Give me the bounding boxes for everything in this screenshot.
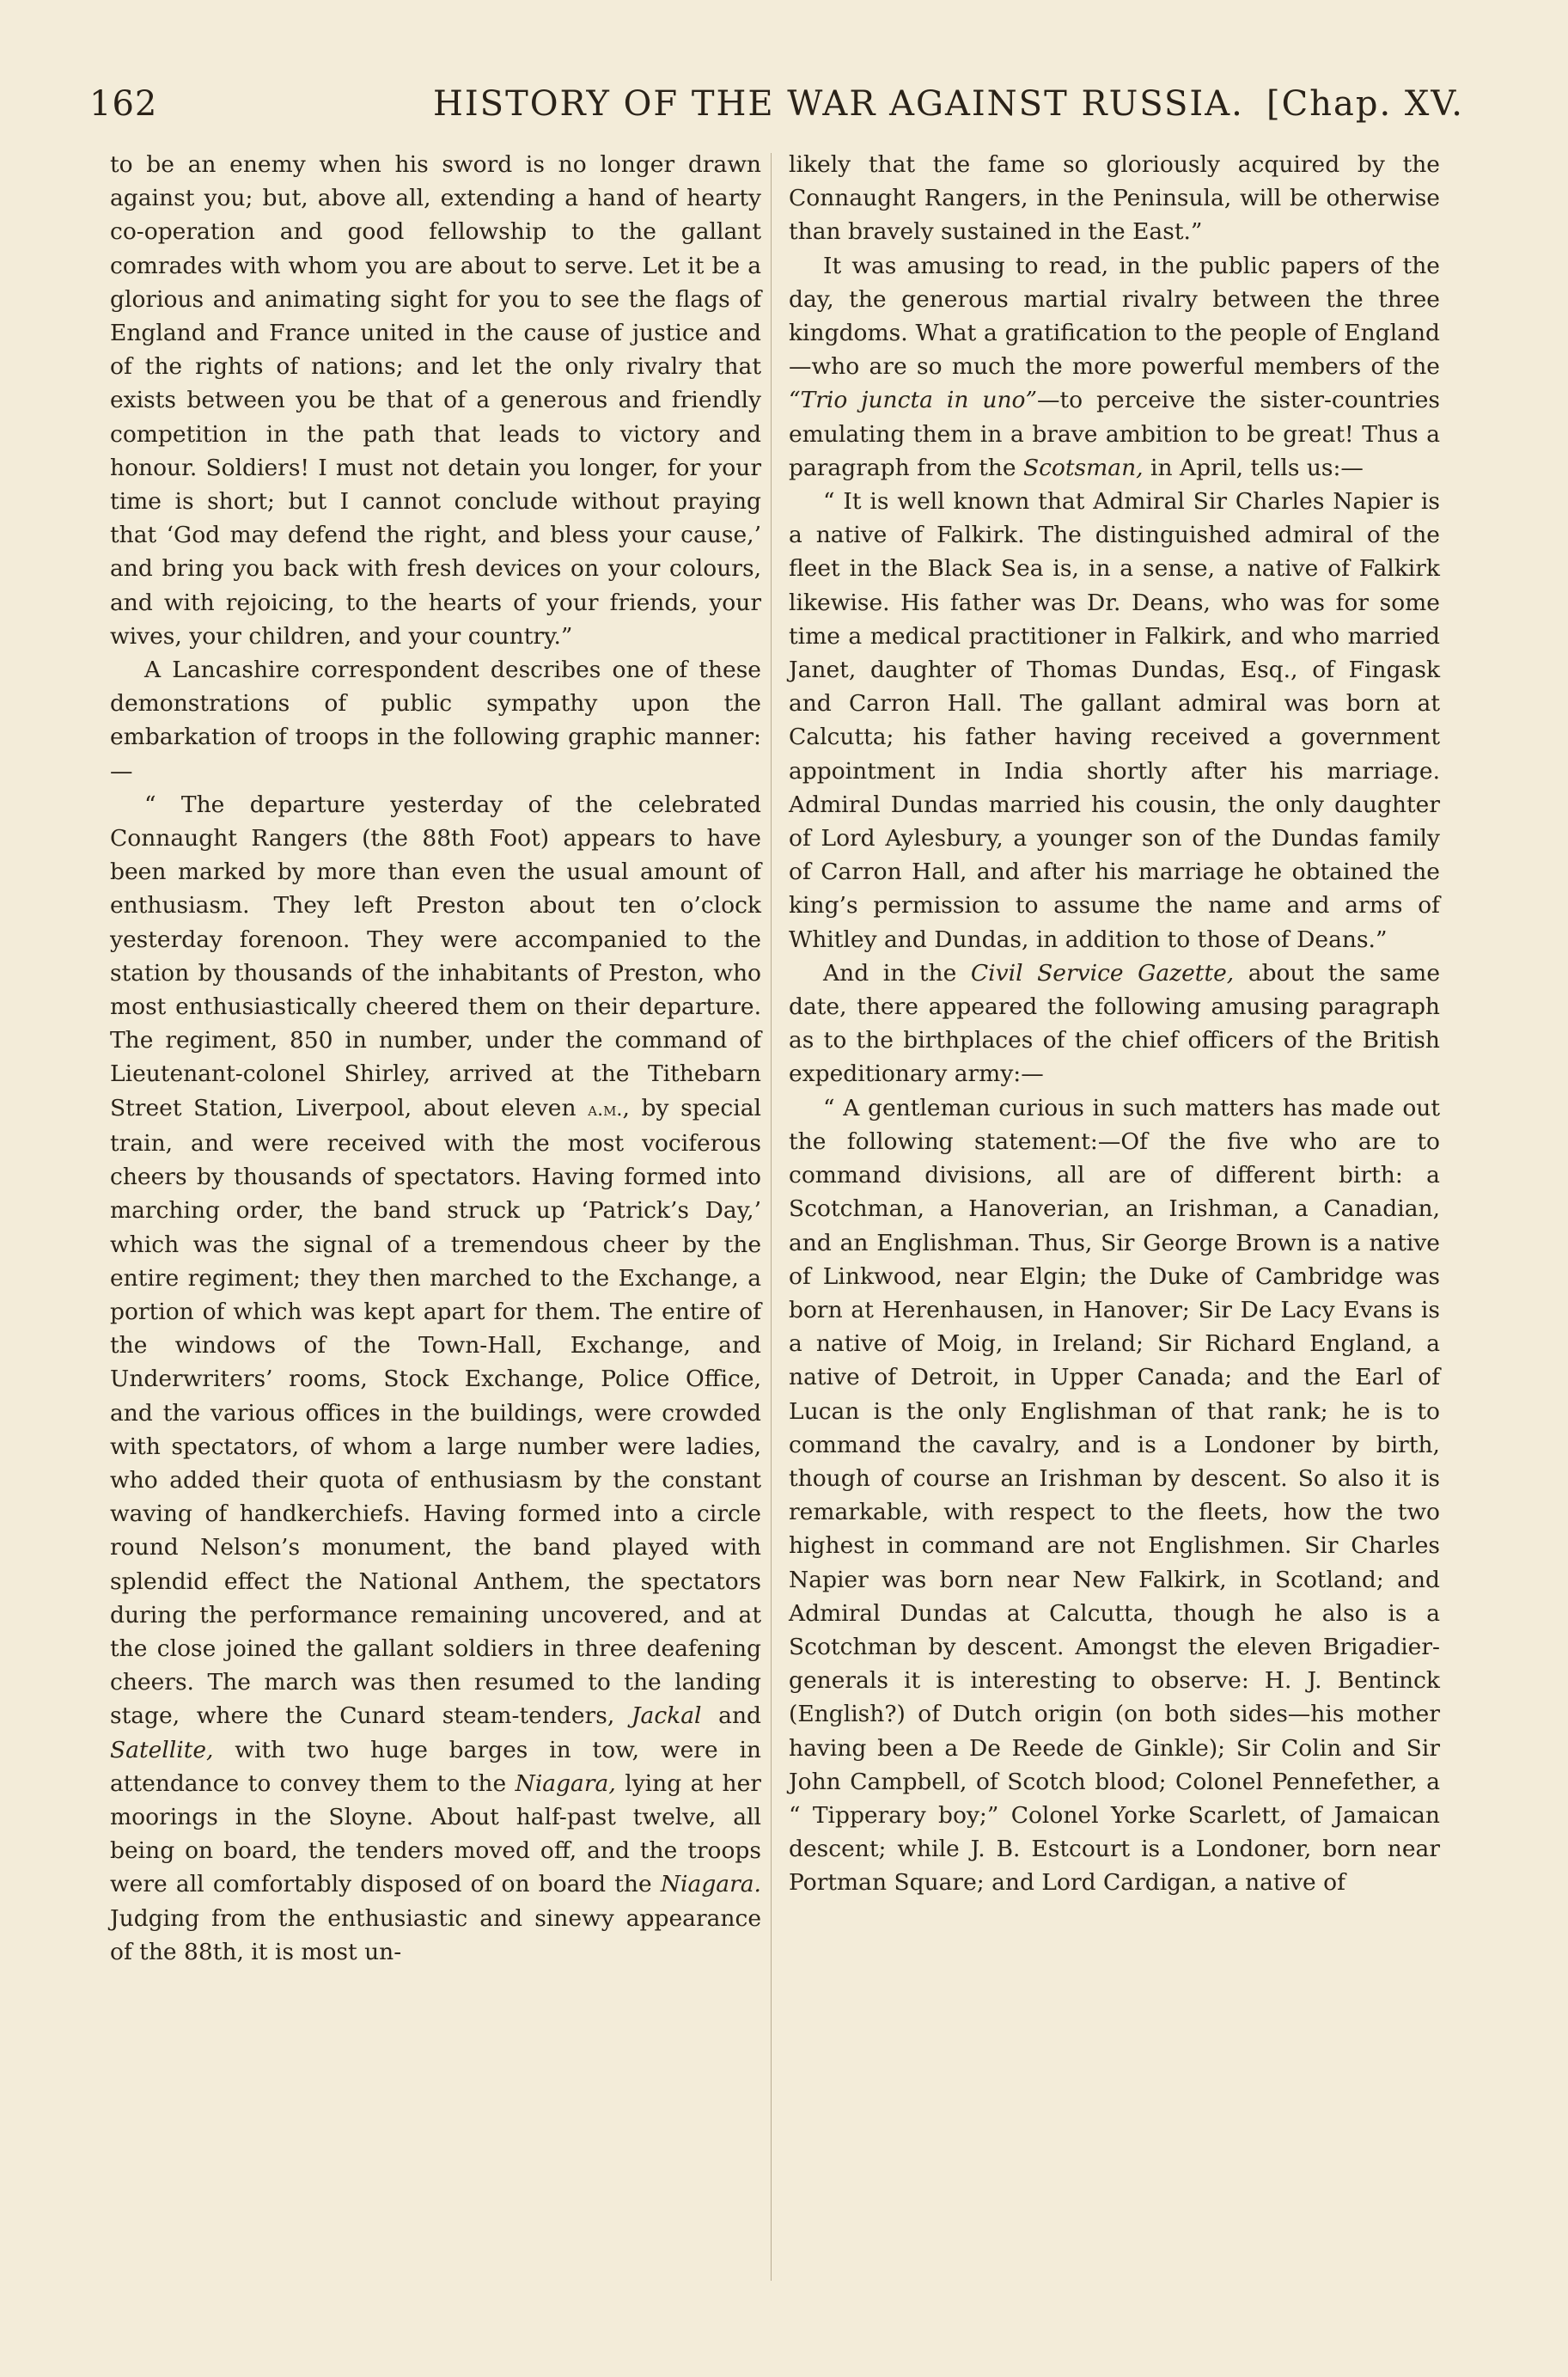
paragraph [789,956,1440,1091]
quoted-paragraph: “ A gentleman curious in such matters has made out the following statement:—Of the five who are to command divisions, all are of different birth: a Scotchman, a Hanoverian, an Irishman, a Canadian, and an Englishman. Thus, Sir George Brown is a native of Linkwood, near Elgin; the Duke of Cambridge was born at Herenhausen, in Hanover; Sir De Lacy Evans is a native of Moig, in Ireland; Sir Richard England, a native of Detroit, in Upper Canada; and the Earl of Lucan is the only Englishman of that rank; he is to command the cavalry, and is a Londoner by birth, though of course an Irishman by descent. So also it is remarkable, with respect to the fleets, how the two highest in command are not Englishmen. Sir Charles Napier was born near New Falkirk, in Scotland; and Admiral Dundas at Calcutta, though he also is a Scotchman by descent. Amongst the eleven Brigadier-generals it is interesting to observe: H. J. Bentinck (English?) of Dutch origin (on both sides—his mother having been a De Reede de Ginkle); Sir Colin and Sir John Campbell, of Scotch blood; Colonel Pennefether, a “ Tipperary boy;” Colonel Yorke Scarlett, of Jamaican descent; while J. B. Estcourt is a Londoner, born near Portman Square; and Lord Cardigan, a native of [789,1094,1440,1897]
text-run: “ The departure yesterday of the celebrated Connaught Rangers (the 88th Foot) appears to have been marked by more than even the usual amount of enthusiasm. They left Preston about ten o’clock yesterday forenoon. They were accompanied to the station by thousands of the inhabitants of Preston, who most enthusiastically cheered them on their departure. The regiment, 850 in number, under the command of Lieutenant-colonel Shirley, arrived at the Tithebarn Street Station, Liverpool, about eleven [110,791,761,1121]
running-title: HISTORY OF THE WAR AGAINST RUSSIA. [433,84,1244,124]
text-run: Judging from the enthusiastic and sinewy appearance of the 88th, it is most un- [110,1904,761,1965]
publication-name: Civil Service Gazette, [970,959,1235,987]
text-run: —to perceive the sister-countries emulating them in a brave ambition to be great! Thus a paragraph from the [789,387,1440,481]
right-column [789,148,1440,1900]
text-run: and [718,1702,761,1730]
latin-phrase: “Trio juncta in uno” [789,387,1038,414]
text-run: about the same date, there appeared the following amusing paragraph as to the birthplaces of the chief officers of the British expeditionary army:— [789,959,1440,1088]
running-header [89,79,1464,131]
publication-name: Scotsman, [1022,454,1144,481]
text-run: And in the [823,959,957,987]
page-number: 162 [89,84,158,124]
text-run: in April, tells us:— [1150,454,1364,481]
quoted-paragraph [110,788,761,1969]
text-run: It was amusing to read, in the public papers of the day, the generous martial rivalry between the three kingdoms. What a gratification to the people of England—who are so much the more powerful members of the [789,252,1440,381]
paragraph: to be an enemy when his sword is no longer drawn against you; but, above all, extending a hand of hearty co-operation and good fellowship to the gallant comrades with whom you are about to serve. Let it be a glorious and animating sight for you to see the flags of England and France united in the cause of justice and of the rights of nations; and let the only rivalry that exists between you be that of a generous and friendly competition in the path that leads to victory and honour. Soldiers! I must not detain you longer, for your time is short; but I cannot conclude without praying that ‘God may defend the right, and bless your cause,’ and bring you back with fresh devices on your colours, and with rejoicing, to the hearts of your friends, your wives, your children, and your country.” [110,151,761,650]
time-abbrev: a.m. [588,1098,623,1121]
ship-name: Satellite, [110,1736,214,1763]
ship-name: Jackal [631,1702,702,1730]
ship-name: Niagara. [660,1871,761,1898]
left-column [110,148,761,1969]
ship-name: Niagara, [515,1769,616,1797]
paragraph: A Lancashire correspondent describes one of these demonstrations of public sympathy upon the embarkation of troops in the following graphic manner:— [110,657,761,785]
column-divider [771,153,772,2281]
quoted-paragraph: “ It is well known that Admiral Sir Charles Napier is a native of Falkirk. The distinguished admiral of the fleet in the Black Sea is, in a sense, a native of Falkirk likewise. His father was Dr. Deans, who was for some time a medical practitioner in Falkirk, and who married Janet, daughter of Thomas Dundas, Esq., of Fingask and Carron Hall. The gallant admiral was born at Calcutta; his father having received a government appointment in India shortly after his marriage. Admiral Dundas married his cousin, the only daughter of Lord Aylesbury, a younger son of the Dundas family of Carron Hall, and after his marriage he obtained the king’s permission to assume the name and arms of Whitley and Dundas, in addition to those of Deans.” [789,488,1440,953]
paragraph: likely that the fame so gloriously acquired by the Connaught Rangers, in the Peninsula, will be otherwise than bravely sustained in the East.” [789,151,1440,246]
paragraph [789,249,1440,485]
text-run: with two huge barges in tow, were in attendance to convey them to the [110,1736,761,1797]
text-run: , by special train, and were received with the most vociferous cheers by thousands of spectators. Having formed into marching order, the band struck up ‘Patrick’s Day,’ which was the signal of a tremendous cheer by the entire regiment; they then marched to the Exchange, a portion of which was kept apart for them. The entire of the windows of the Town-Hall, Exchange, and Underwriters’ rooms, Stock Exchange, Police Office, and the various offices in the buildings, were crowded with spectators, of whom a large number were ladies, who added their quota of enthusiasm by the constant waving of handkerchiefs. Having formed into a circle round Nelson’s monument, the band played with splendid effect the National Anthem, the spectators during the performance remaining uncovered, and at the close joined the gallant soldiers in three deafening cheers. The march was then resumed to the landing stage, where the Cunard steam-tenders, [110,1094,761,1730]
chapter-label: [Chap. XV. [1266,84,1464,124]
text-run: lying at her moorings in the Sloyne. About half-past twelve, all being on board, the tenders moved off, and the troops were all comfortably disposed of on board the [110,1769,761,1898]
